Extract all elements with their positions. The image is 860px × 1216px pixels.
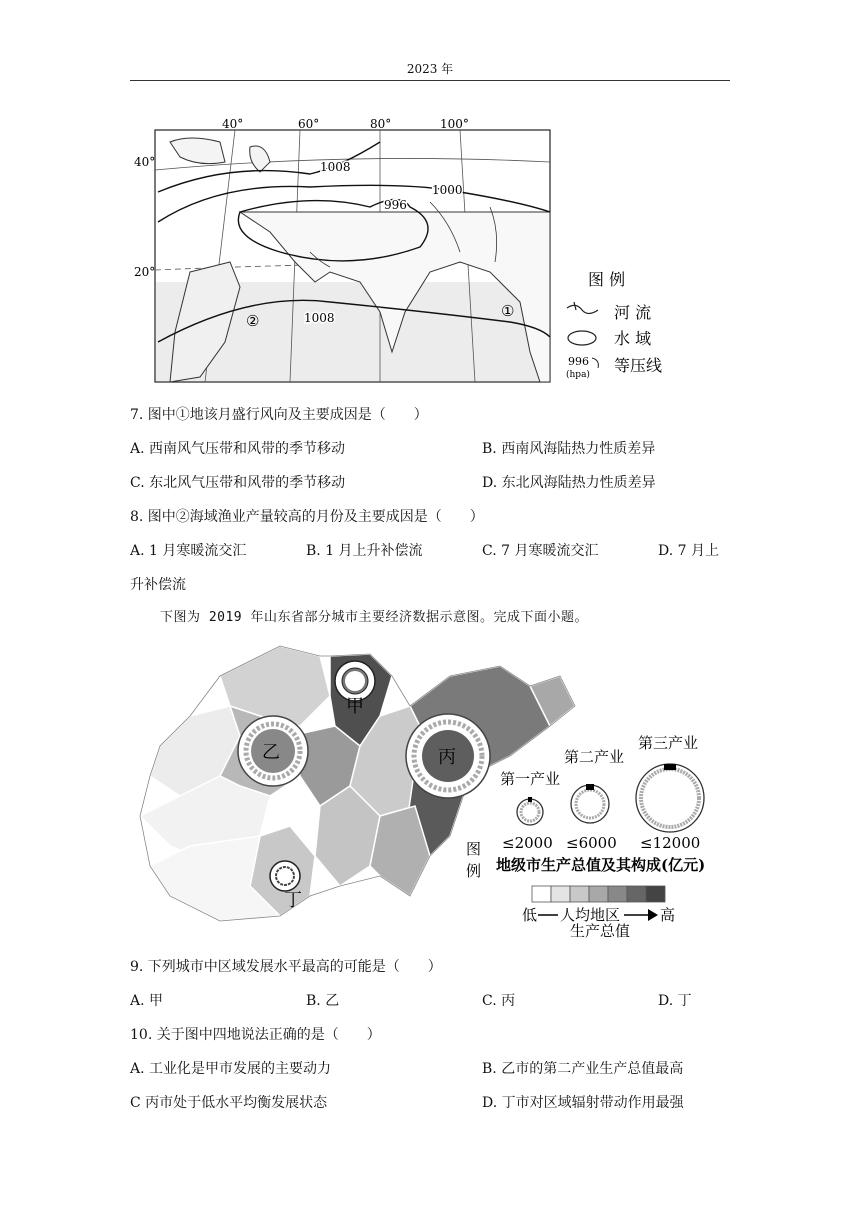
city-ding-chart	[270, 861, 300, 891]
industry-label-secondary: 第二产业	[564, 748, 625, 766]
city-label-ding: 丁	[284, 890, 302, 911]
isobar-label: 1000	[432, 183, 463, 197]
city-label-yi: 乙	[262, 742, 280, 763]
legend-side-label-1: 图	[466, 840, 482, 858]
gradient-swatches	[532, 886, 665, 902]
river-icon	[567, 302, 598, 314]
q9-option-c[interactable]: C. 丙	[482, 993, 516, 1009]
legend-isobar-unit: (hpa)	[566, 370, 590, 380]
legend-title: 图 例	[588, 270, 626, 289]
isobar-label: 1008	[304, 311, 335, 325]
q9-option-d[interactable]: D. 丁	[658, 993, 692, 1009]
legend-value-medium: ≤6000	[566, 834, 617, 852]
q10-option-b[interactable]: B. 乙市的第二产业生产总值最高	[482, 1061, 684, 1077]
lon-label: 60°	[298, 117, 320, 131]
q7-option-c[interactable]: C. 东北风气压带和风带的季节移动	[130, 475, 346, 491]
q10-option-c[interactable]: C 丙市处于低水平均衡发展状态	[130, 1095, 328, 1111]
gradient-sub-label: 生产总值	[570, 922, 631, 940]
lat-label: 40°	[134, 155, 156, 169]
lon-label: 100°	[440, 117, 469, 131]
water-body-icon	[568, 331, 596, 345]
q10-option-d[interactable]: D. 丁市对区域辐射带动作用最强	[482, 1095, 684, 1111]
q9-option-a[interactable]: A. 甲	[130, 993, 164, 1009]
q7-stem: 7. 图中①地该月盛行风向及主要成因是（ ）	[130, 407, 428, 423]
q8-stem: 8. 图中②海域渔业产量较高的月份及主要成因是（ ）	[130, 509, 484, 525]
marker-1: ①	[501, 302, 515, 320]
lon-label: 80°	[370, 117, 392, 131]
legend-caption: 地级市生产总值及其构成(亿元)	[496, 856, 706, 874]
q9-option-b[interactable]: B. 乙	[306, 993, 340, 1009]
q7-option-a[interactable]: A. 西南风气压带和风带的季节移动	[130, 441, 346, 457]
q8-option-c[interactable]: C. 7 月寒暖流交汇	[482, 543, 599, 559]
city-jia-chart	[335, 661, 375, 701]
legend-circle-small	[517, 797, 543, 825]
q10-stem: 10. 关于图中四地说法正确的是（ ）	[130, 1027, 381, 1043]
legend-circle-large	[636, 764, 704, 832]
isobar-label: 1008	[320, 160, 351, 174]
legend-side-label-2: 例	[466, 862, 482, 880]
industry-label-primary: 第一产业	[500, 770, 561, 788]
isobar-label: 996	[384, 198, 407, 212]
gradient-mid-label: 人均地区	[560, 906, 621, 924]
city-label-jia: 甲	[346, 696, 364, 717]
legend-water-label: 水 域	[614, 329, 652, 348]
gradient-high-label: 高	[660, 906, 676, 924]
legend-isobar-sample: 996	[568, 355, 589, 368]
pressure-map-figure	[130, 112, 690, 388]
city-label-bing: 丙	[438, 747, 456, 768]
legend-river-label: 河 流	[614, 303, 652, 322]
section-intro: 下图为 2019 年山东省部分城市主要经济数据示意图。完成下面小题。	[160, 610, 588, 625]
legend-circle-medium	[571, 784, 609, 823]
lon-label: 40°	[222, 117, 244, 131]
q8-option-a[interactable]: A. 1 月寒暖流交汇	[130, 543, 247, 559]
q9-stem: 9. 下列城市中区域发展水平最高的可能是（ ）	[130, 959, 442, 975]
q10-option-a[interactable]: A. 工业化是甲市发展的主要动力	[130, 1061, 332, 1077]
legend-value-large: ≤12000	[640, 834, 701, 852]
legend-value-small: ≤2000	[502, 834, 553, 852]
q8-option-d[interactable]: D. 7 月上	[658, 543, 719, 559]
industry-label-tertiary: 第三产业	[638, 734, 699, 752]
isobar-line-icon	[592, 358, 598, 368]
shandong-economic-map	[130, 636, 720, 940]
page-header-year: 2023 年	[406, 62, 454, 76]
q8-option-b[interactable]: B. 1 月上升补偿流	[306, 543, 423, 559]
header-divider	[130, 80, 730, 81]
marker-2: ②	[246, 312, 260, 330]
q7-option-d[interactable]: D. 东北风海陆热力性质差异	[482, 475, 656, 491]
q7-option-b[interactable]: B. 西南风海陆热力性质差异	[482, 441, 656, 457]
lat-label: 20°	[134, 265, 156, 279]
legend-isobar-label: 等压线	[614, 356, 663, 375]
q8-option-d-continuation: 升补偿流	[130, 577, 186, 593]
gradient-low-label: 低	[522, 906, 538, 924]
